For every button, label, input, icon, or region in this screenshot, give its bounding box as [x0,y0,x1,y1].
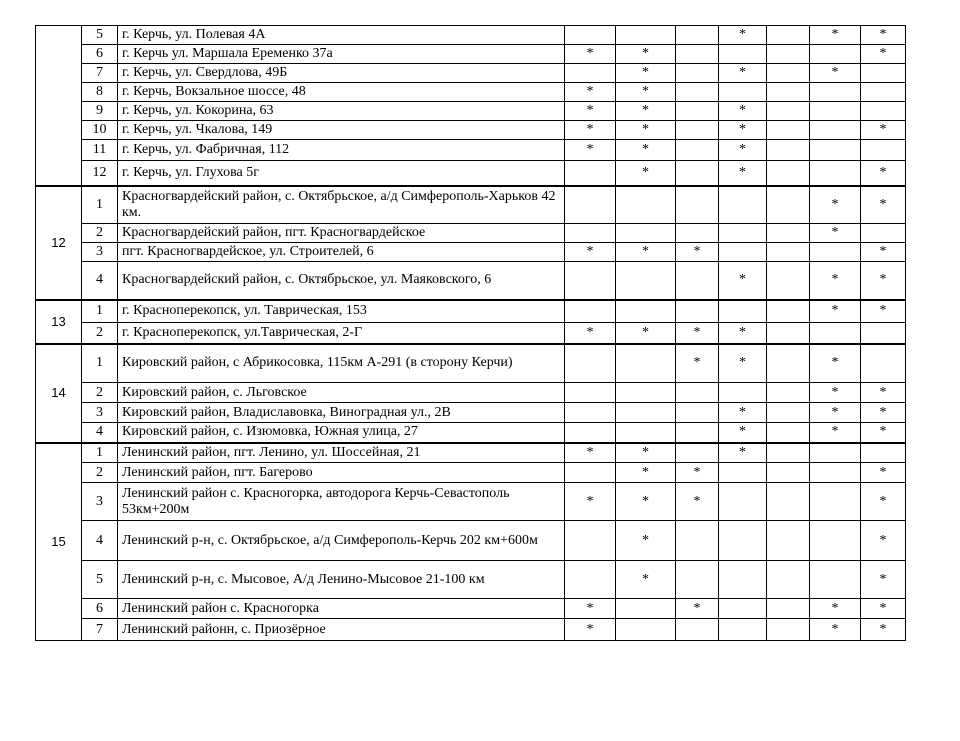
group-number-cell: 12 [36,186,82,300]
mark-cell [767,186,810,224]
mark-cell [767,102,810,121]
row-number-cell: 4 [82,262,118,300]
mark-cell: * [616,83,676,102]
mark-cell: * [719,26,767,45]
mark-cell [565,224,616,243]
table-row [36,403,906,423]
mark-cell [719,483,767,521]
mark-cell [565,561,616,599]
mark-cell: * [719,121,767,140]
mark-cell: * [565,599,616,619]
mark-cell [767,323,810,344]
mark-cell [719,383,767,403]
mark-cell: * [616,121,676,140]
table-row [36,26,906,45]
mark-cell: * [565,102,616,121]
address-cell: Красногвардейский район, с. Октябрьское, а/д Симферополь-Харьков 42 км. [118,186,565,224]
mark-cell [767,161,810,186]
mark-cell [767,243,810,262]
mark-cell [616,599,676,619]
mark-cell: * [810,186,861,224]
mark-cell: * [861,26,906,45]
mark-cell [565,403,616,423]
mark-cell [719,463,767,483]
mark-cell [565,300,616,323]
mark-cell: * [676,323,719,344]
row-number-cell: 1 [82,300,118,323]
table-row [36,344,906,383]
mark-cell [767,121,810,140]
mark-cell [861,102,906,121]
mark-cell [810,323,861,344]
mark-cell [767,599,810,619]
row-number-cell: 4 [82,423,118,443]
mark-cell: * [810,262,861,300]
row-number-cell: 4 [82,521,118,561]
mark-cell [767,83,810,102]
mark-cell [676,64,719,83]
table-row [36,561,906,599]
mark-cell [676,619,719,641]
mark-cell: * [616,561,676,599]
mark-cell [616,403,676,423]
mark-cell [861,224,906,243]
table-row [36,102,906,121]
mark-cell: * [565,483,616,521]
mark-cell [676,140,719,161]
mark-cell: * [676,344,719,383]
row-number-cell: 1 [82,443,118,463]
mark-cell [861,443,906,463]
table-row [36,161,906,186]
mark-cell: * [616,463,676,483]
mark-cell [810,463,861,483]
mark-cell: * [676,463,719,483]
address-cell: г. Керчь, ул. Кокорина, 63 [118,102,565,121]
group-number-cell: 15 [36,443,82,641]
mark-cell [719,561,767,599]
mark-cell: * [810,423,861,443]
address-cell: г. Керчь, Вокзальное шоссе, 48 [118,83,565,102]
mark-cell [810,243,861,262]
mark-cell [767,140,810,161]
mark-cell [676,26,719,45]
row-number-cell: 2 [82,463,118,483]
mark-cell: * [616,483,676,521]
mark-cell: * [719,262,767,300]
address-cell: г. Красноперекопск, ул. Таврическая, 153 [118,300,565,323]
address-cell: Кировский район, с. Изюмовка, Южная улица, 27 [118,423,565,443]
address-cell: Ленинский районн, с. Приозёрное [118,619,565,641]
mark-cell: * [861,463,906,483]
mark-cell [676,224,719,243]
mark-cell: * [676,243,719,262]
mark-cell: * [861,619,906,641]
mark-cell [616,344,676,383]
mark-cell [719,186,767,224]
mark-cell [676,300,719,323]
mark-cell [676,561,719,599]
table-row [36,186,906,224]
table-row [36,243,906,262]
address-cell: Красногвардейский район, пгт. Красногвардейское [118,224,565,243]
mark-cell [719,224,767,243]
mark-cell [676,383,719,403]
mark-cell [616,262,676,300]
address-cell: г. Керчь, ул. Свердлова, 49Б [118,64,565,83]
mark-cell: * [861,45,906,64]
table-row [36,121,906,140]
mark-cell [676,443,719,463]
row-number-cell: 7 [82,64,118,83]
mark-cell [767,64,810,83]
mark-cell: * [810,619,861,641]
address-cell: г. Керчь ул. Маршала Еременко 37а [118,45,565,64]
address-cell: Ленинский р-н, с. Мысовое, А/д Ленино-Мысовое 21-100 км [118,561,565,599]
mark-cell [565,344,616,383]
mark-cell [565,161,616,186]
mark-cell: * [861,561,906,599]
address-cell: Ленинский район с. Красногорка [118,599,565,619]
mark-cell [676,102,719,121]
table-row [36,521,906,561]
mark-cell: * [719,344,767,383]
mark-cell [767,561,810,599]
address-cell: Ленинский район с. Красногорка, автодорога Керчь-Севастополь 53км+200м [118,483,565,521]
mark-cell [810,102,861,121]
mark-cell [861,140,906,161]
table-row [36,423,906,443]
mark-cell: * [616,243,676,262]
mark-cell [767,463,810,483]
mark-cell: * [861,521,906,561]
mark-cell [616,186,676,224]
mark-cell [719,599,767,619]
mark-cell: * [861,423,906,443]
group-number-cell: 13 [36,300,82,344]
address-cell: Кировский район, Владиславовка, Виноградная ул., 2В [118,403,565,423]
mark-cell [767,521,810,561]
mark-cell [616,300,676,323]
mark-cell [565,423,616,443]
mark-cell [719,521,767,561]
mark-cell: * [616,443,676,463]
mark-cell: * [616,323,676,344]
row-number-cell: 2 [82,383,118,403]
mark-cell: * [810,599,861,619]
mark-cell [810,483,861,521]
mark-cell [676,186,719,224]
mark-cell [719,619,767,641]
row-number-cell: 1 [82,344,118,383]
mark-cell [767,224,810,243]
mark-cell: * [616,161,676,186]
table-row [36,140,906,161]
mark-cell [676,403,719,423]
table-row [36,300,906,323]
row-number-cell: 1 [82,186,118,224]
mark-cell [616,619,676,641]
mark-cell: * [861,483,906,521]
mark-cell [676,262,719,300]
address-cell: Кировский район, с. Льговское [118,383,565,403]
mark-cell [767,423,810,443]
mark-cell [810,161,861,186]
mark-cell: * [565,121,616,140]
group-number-cell: 14 [36,344,82,443]
mark-cell: * [719,403,767,423]
mark-cell [565,186,616,224]
mark-cell [767,344,810,383]
mark-cell: * [861,243,906,262]
mark-cell: * [810,224,861,243]
mark-cell [616,423,676,443]
mark-cell: * [565,443,616,463]
mark-cell: * [861,161,906,186]
mark-cell [676,521,719,561]
mark-cell: * [810,300,861,323]
mark-cell: * [565,83,616,102]
table-row [36,599,906,619]
mark-cell [616,224,676,243]
mark-cell: * [861,599,906,619]
table-row [36,443,906,463]
mark-cell [861,323,906,344]
address-cell: Ленинский район, пгт. Багерово [118,463,565,483]
table-row [36,64,906,83]
row-number-cell: 9 [82,102,118,121]
table-row [36,45,906,64]
mark-cell [719,45,767,64]
row-number-cell: 5 [82,561,118,599]
mark-cell [767,443,810,463]
mark-cell [616,383,676,403]
mark-cell: * [719,443,767,463]
mark-cell: * [719,323,767,344]
table-row [36,483,906,521]
mark-cell: * [861,383,906,403]
address-cell: Кировский район, с Абрикосовка, 115км А-291 (в сторону Керчи) [118,344,565,383]
row-number-cell: 11 [82,140,118,161]
mark-cell: * [616,45,676,64]
mark-cell [810,45,861,64]
row-number-cell: 10 [82,121,118,140]
mark-cell [810,140,861,161]
address-cell: Ленинский район, пгт. Ленино, ул. Шоссейная, 21 [118,443,565,463]
table-row [36,323,906,344]
address-cell: пгт. Красногвардейское, ул. Строителей, 6 [118,243,565,262]
mark-cell [861,344,906,383]
mark-cell: * [676,483,719,521]
table-row [36,463,906,483]
mark-cell: * [810,64,861,83]
table-row [36,619,906,641]
mark-cell [810,561,861,599]
mark-cell [719,300,767,323]
mark-cell [719,83,767,102]
row-number-cell: 2 [82,323,118,344]
mark-cell: * [861,186,906,224]
row-number-cell: 6 [82,599,118,619]
mark-cell [565,26,616,45]
mark-cell: * [861,262,906,300]
row-number-cell: 3 [82,483,118,521]
row-number-cell: 8 [82,83,118,102]
table-row [36,224,906,243]
mark-cell [810,121,861,140]
mark-cell [861,83,906,102]
mark-cell: * [810,26,861,45]
stations-table [35,25,906,641]
mark-cell [767,300,810,323]
address-cell: г. Красноперекопск, ул.Таврическая, 2-Г [118,323,565,344]
mark-cell [767,26,810,45]
mark-cell: * [861,300,906,323]
mark-cell [719,243,767,262]
mark-cell: * [565,45,616,64]
mark-cell: * [719,423,767,443]
table-row [36,262,906,300]
mark-cell [565,383,616,403]
mark-cell [767,45,810,64]
mark-cell: * [810,383,861,403]
mark-cell [810,83,861,102]
mark-cell: * [861,403,906,423]
mark-cell [676,423,719,443]
mark-cell [810,521,861,561]
table-body [36,26,906,641]
mark-cell [767,262,810,300]
mark-cell: * [810,344,861,383]
row-number-cell: 7 [82,619,118,641]
mark-cell [810,443,861,463]
mark-cell: * [565,243,616,262]
mark-cell: * [616,140,676,161]
mark-cell [565,463,616,483]
mark-cell [565,64,616,83]
mark-cell [767,483,810,521]
row-number-cell: 3 [82,243,118,262]
mark-cell: * [861,121,906,140]
mark-cell: * [719,161,767,186]
mark-cell: * [565,323,616,344]
address-cell: г. Керчь, ул. Фабричная, 112 [118,140,565,161]
address-cell: г. Керчь, ул. Глухова 5г [118,161,565,186]
row-number-cell: 6 [82,45,118,64]
mark-cell: * [616,102,676,121]
mark-cell: * [719,102,767,121]
row-number-cell: 2 [82,224,118,243]
table-row [36,83,906,102]
mark-cell [767,403,810,423]
mark-cell [767,383,810,403]
mark-cell [676,161,719,186]
mark-cell: * [810,403,861,423]
row-number-cell: 3 [82,403,118,423]
mark-cell: * [616,64,676,83]
mark-cell [565,521,616,561]
mark-cell [861,64,906,83]
mark-cell: * [565,619,616,641]
mark-cell [676,83,719,102]
mark-cell: * [719,64,767,83]
mark-cell: * [616,521,676,561]
table-row [36,383,906,403]
address-cell: г. Керчь, ул. Чкалова, 149 [118,121,565,140]
group-number-cell [36,26,82,186]
address-cell: Красногвардейский район, с. Октябрьское, ул. Маяковского, 6 [118,262,565,300]
mark-cell: * [676,599,719,619]
address-cell: Ленинский р-н, с. Октябрьское, а/д Симферополь-Керчь 202 км+600м [118,521,565,561]
address-cell: г. Керчь, ул. Полевая 4А [118,26,565,45]
mark-cell [676,45,719,64]
row-number-cell: 12 [82,161,118,186]
mark-cell [616,26,676,45]
row-number-cell: 5 [82,26,118,45]
mark-cell: * [719,140,767,161]
mark-cell [767,619,810,641]
mark-cell: * [565,140,616,161]
mark-cell [565,262,616,300]
mark-cell [676,121,719,140]
